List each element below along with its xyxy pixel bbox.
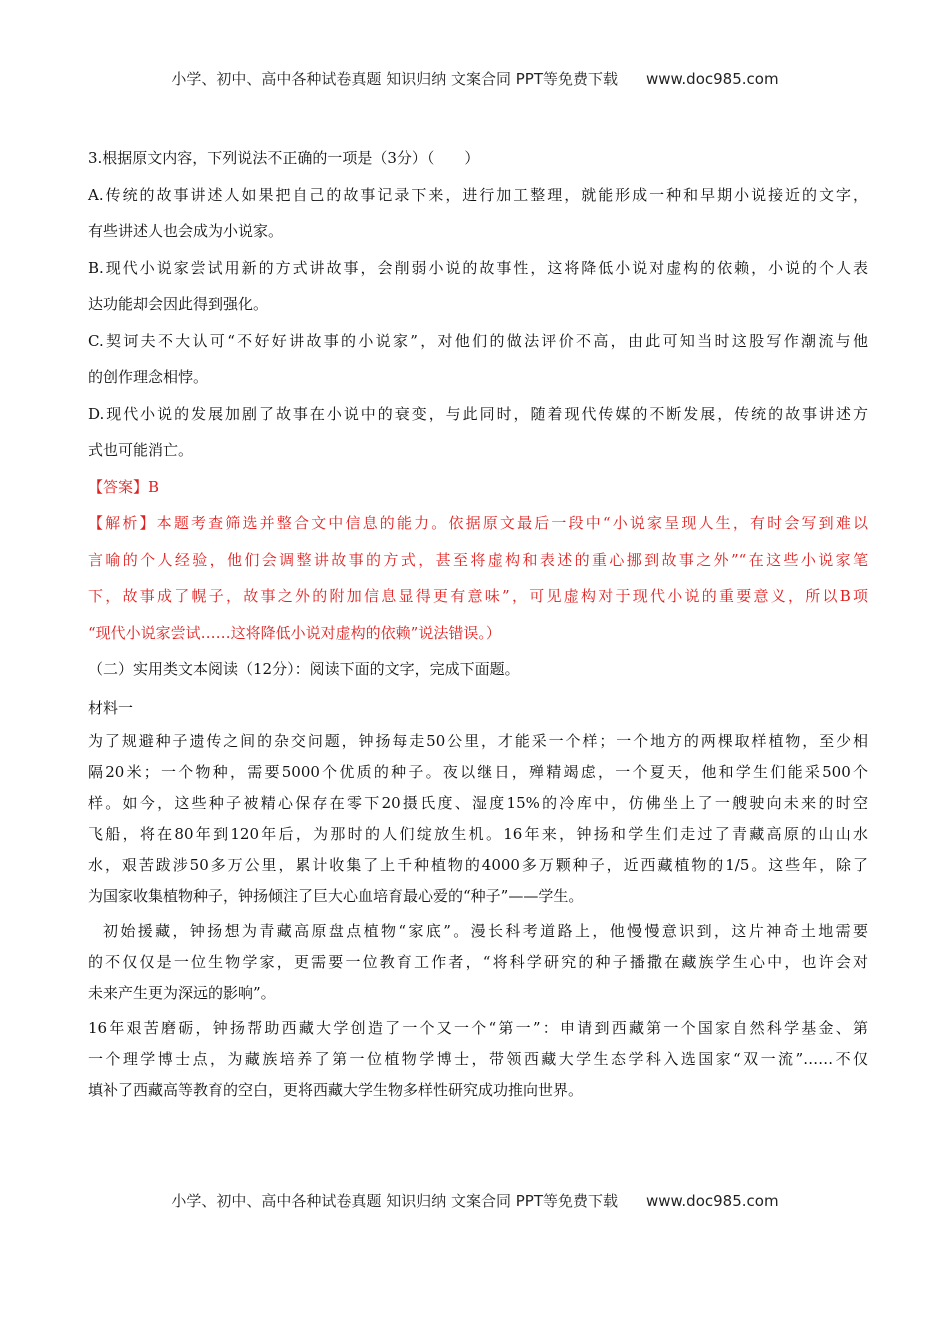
material-line: 填补了西藏高等教育的空白，更将西藏大学生物多样性研究成功推向世界。	[88, 1081, 584, 1099]
material-one	[88, 690, 868, 1107]
analysis-line: 言喻的个人经验，他们会调整讲故事的方式，甚至将虚构和表述的重心挪到故事之外”“在这些小说家笔	[88, 550, 868, 569]
answer-value: B	[148, 477, 160, 496]
material-line: 一个理学博士点，为藏族培养了第一位植物学博士，带领西藏大学生态学科入选国家“双一流”……不仅	[88, 1050, 868, 1068]
option-b	[88, 250, 868, 323]
document-body	[88, 140, 868, 1106]
page-footer	[0, 1190, 950, 1211]
material-line: 为国家收集植物种子，钟扬倾注了巨大心血培育最心爱的“种子”——学生。	[88, 887, 584, 905]
answer	[88, 469, 868, 506]
material-line: 未来产生更为深远的影响”。	[88, 984, 276, 1002]
material-title: 材料一	[88, 698, 134, 717]
material-line: 16年艰苦磨砺，钟扬帮助西藏大学创造了一个又一个“第一”：申请到西藏第一个国家自然科学基金、第	[88, 1019, 868, 1037]
material-line: 为了规避种子遗传之间的杂交问题，钟扬每走50公里，才能采一个样；一个地方的两棵取样植物，至少相	[88, 732, 868, 750]
question-stem: 3.根据原文内容，下列说法不正确的一项是（3分）（ ）	[88, 149, 480, 167]
option-d	[88, 396, 868, 469]
analysis-line: “现代小说家尝试……这将降低小说对虚构的依赖”说法错误。）	[88, 623, 501, 642]
option-line: C.契诃夫不大认可“不好好讲故事的小说家”，对他们的做法评价不高，由此可知当时这股写作潮流与他	[88, 331, 868, 350]
material-line: 水，艰苦跋涉50多万公里，累计收集了上千种植物的4000多万颗种子，近西藏植物的1/5。这些年，除了	[88, 856, 868, 874]
material-line: 隔20米；一个物种，需要5000个优质的种子。夜以继日，殚精竭虑，一个夏天，他和学生们能采500个	[88, 763, 868, 781]
option-line: D.现代小说的发展加剧了故事在小说中的衰变，与此同时，随着现代传媒的不断发展，传统的故事讲述方	[88, 404, 868, 423]
material-paragraph	[88, 916, 868, 1009]
answer-label: 【答案】	[88, 477, 149, 496]
option-c	[88, 323, 868, 396]
option-a	[88, 177, 868, 250]
analysis-line: 【解析】本题考查筛选并整合文中信息的能力。依据原文最后一段中“小说家呈现人生，有时会写到难以	[88, 514, 868, 532]
footer-url[interactable]: www.doc985.com	[645, 1192, 779, 1210]
option-line: B.现代小说家尝试用新的方式讲故事，会削弱小说的故事性，这将降低小说对虚构的依赖，小说的个人表	[88, 258, 868, 277]
analysis	[88, 505, 868, 651]
analysis-line: 下，故事成了幌子，故事之外的附加信息显得更有意味”，可见虚构对于现代小说的重要意义，所以B项	[88, 587, 868, 605]
option-line: A.传统的故事讲述人如果把自己的故事记录下来，进行加工整理，就能形成一种和早期小说接近的文字，	[88, 185, 868, 204]
material-paragraph	[88, 1013, 868, 1106]
option-line: 达功能却会因此得到强化。	[88, 295, 269, 313]
section-title: （二）实用类文本阅读（12分）：阅读下面的文字，完成下面题。	[88, 660, 520, 678]
material-line: 初始援藏，钟扬想为青藏高原盘点植物“家底”。漫长科考道路上，他慢慢意识到，这片神奇土地需要	[103, 922, 868, 940]
page-header	[0, 68, 950, 89]
material-line: 飞船，将在80年到120年后，为那时的人们绽放生机。16年来，钟扬和学生们走过了青藏高原的山山水	[88, 825, 868, 843]
material-line: 样。如今，这些种子被精心保存在零下20摄氏度、湿度15%的冷库中，仿佛坐上了一艘驶向未来的时空	[88, 794, 868, 812]
footer-text: 小学、初中、高中各种试卷真题 知识归纳 文案合同 PPT等免费下载	[171, 1192, 618, 1210]
option-line: 式也可能消亡。	[88, 441, 194, 459]
option-line: 有些讲述人也会成为小说家。	[88, 222, 284, 240]
option-line: 的创作理念相悖。	[88, 368, 209, 386]
material-line: 的不仅仅是一位生物学家，更需要一位教育工作者，“将科学研究的种子播撒在藏族学生心中，也许会对	[88, 953, 868, 971]
material-paragraph	[88, 726, 868, 912]
header-text: 小学、初中、高中各种试卷真题 知识归纳 文案合同 PPT等免费下载	[171, 70, 618, 88]
header-url[interactable]: www.doc985.com	[645, 70, 779, 88]
